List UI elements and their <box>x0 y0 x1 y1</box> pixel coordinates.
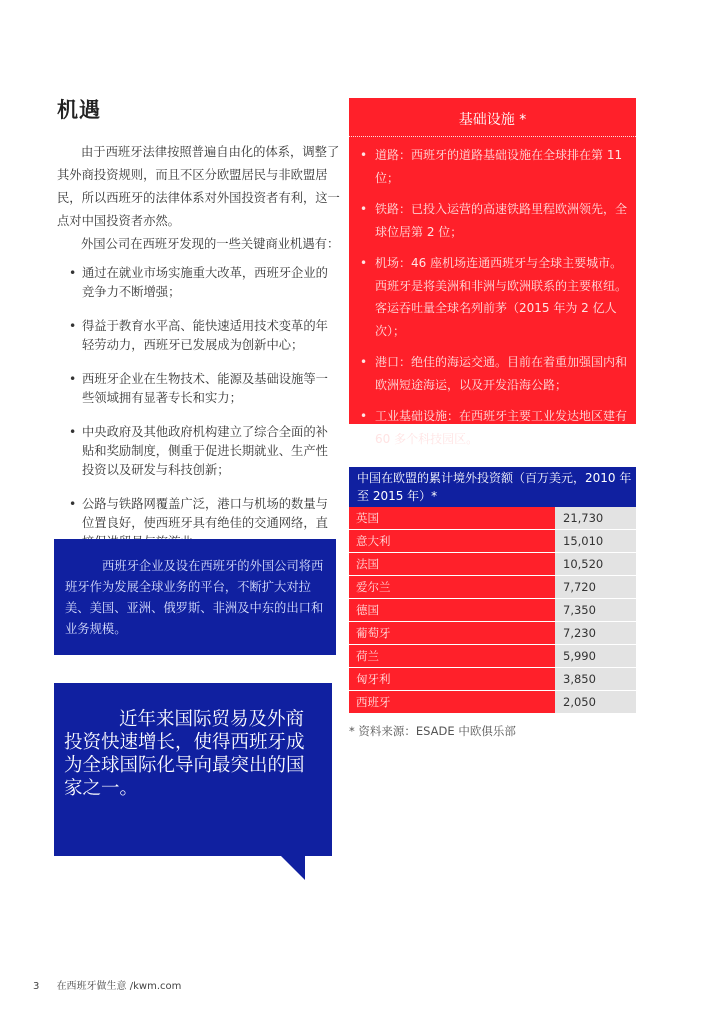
table-cell-value: 21,730 <box>555 507 636 529</box>
investment-table <box>349 507 636 714</box>
table-cell-value: 10,520 <box>555 553 636 575</box>
table-cell-country: 荷兰 <box>349 645 555 667</box>
investment-table-title: 中国在欧盟的累计境外投资额（百万美元，2010 年至 2015 年）* <box>357 471 632 503</box>
infrastructure-panel <box>349 98 636 446</box>
opportunities-lead: 外国公司在西班牙发现的一些关键商业机遇有： <box>81 237 340 251</box>
table-cell-value: 7,230 <box>555 622 636 644</box>
table-cell-value: 2,050 <box>555 691 636 713</box>
table-cell-value: 7,350 <box>555 599 636 621</box>
page-number: 3 <box>33 981 40 992</box>
divider <box>349 136 636 137</box>
callout-large-text: 近年来国际贸易及外商投资快速增长，使得西班牙成为全球国际化导向最突出的国家之一。 <box>64 709 305 799</box>
table-cell-country: 爱尔兰 <box>349 576 555 598</box>
table-cell-value: 15,010 <box>555 530 636 552</box>
callout-small-text: 西班牙企业及设在西班牙的外国公司将西班牙作为发展全球业务的平台，不断扩大对拉美、美国、亚洲、俄罗斯、非洲及中东的出口和业务规模。 <box>65 559 324 636</box>
list-item: • 铁路：已投入运营的高速铁路里程欧洲领先，全球位居第 2 位； <box>354 198 634 243</box>
callout-box-small <box>54 539 336 655</box>
table-cell-value: 7,720 <box>555 576 636 598</box>
table-cell-country: 西班牙 <box>349 691 555 713</box>
list-item: • 工业基础设施：在西班牙主要工业发达地区建有 60 多个科技园区。 <box>354 405 634 450</box>
table-cell-country: 匈牙利 <box>349 668 555 690</box>
table-cell-value: 5,990 <box>555 645 636 667</box>
list-item: • 通过在就业市场实施重大改革，西班牙企业的竞争力不断增强； <box>57 264 340 302</box>
table-row <box>349 645 636 667</box>
table-row <box>349 530 636 552</box>
table-row <box>349 553 636 575</box>
table-source-note: * 资料来源：ESADE 中欧俱乐部 <box>349 724 516 738</box>
infrastructure-list <box>354 144 634 459</box>
callout-box-large <box>54 683 332 856</box>
table-cell-country: 法国 <box>349 553 555 575</box>
table-cell-country: 意大利 <box>349 530 555 552</box>
table-cell-country: 葡萄牙 <box>349 622 555 644</box>
list-item: • 中央政府及其他政府机构建立了综合全面的补贴和奖励制度，侧重于促进长期就业、生产性投资以及研发与科技创新； <box>57 423 340 480</box>
speech-bubble-tail <box>279 854 305 880</box>
page-title: 机遇 <box>57 98 101 122</box>
footer-text: 在西班牙做生意 /kwm.com <box>56 981 182 992</box>
table-row <box>349 622 636 644</box>
list-item: • 西班牙企业在生物技术、能源及基础设施等一些领域拥有显著专长和实力； <box>57 370 340 408</box>
table-row <box>349 691 636 713</box>
list-item: • 港口：绝佳的海运交通。目前在着重加强国内和欧洲短途海运，以及开发沿海公路； <box>354 351 634 396</box>
table-row <box>349 507 636 529</box>
table-cell-value: 3,850 <box>555 668 636 690</box>
page-footer <box>33 977 181 992</box>
investment-table-header <box>349 467 636 507</box>
list-item: • 道路：西班牙的道路基础设施在全球排在第 11 位； <box>354 144 634 189</box>
intro-paragraph: 由于西班牙法律按照普遍自由化的体系，调整了其外商投资规则，而且不区分欧盟居民与非欧盟居民，所以西班牙的法律体系对外国投资者有利，这一点对中国投资者亦然。 <box>57 145 340 228</box>
table-row <box>349 576 636 598</box>
table-cell-country: 英国 <box>349 507 555 529</box>
list-item: • 机场：46 座机场连通西班牙与全球主要城市。西班牙是将美洲和非洲与欧洲联系的主要枢纽。客运吞吐量全球名列前茅（2015 年为 2 亿人次）； <box>354 252 634 342</box>
list-item: • 得益于教育水平高、能快速适用技术变革的年轻劳动力，西班牙已发展成为创新中心； <box>57 317 340 355</box>
infrastructure-title: 基础设施 * <box>458 112 527 128</box>
table-row <box>349 599 636 621</box>
opportunities-list <box>57 264 340 567</box>
list-item: • 公路与铁路网覆盖广泛，港口与机场的数量与位置良好，使西班牙具有绝佳的交通网络，直 <box>57 495 340 552</box>
table-cell-country: 德国 <box>349 599 555 621</box>
table-row <box>349 668 636 690</box>
